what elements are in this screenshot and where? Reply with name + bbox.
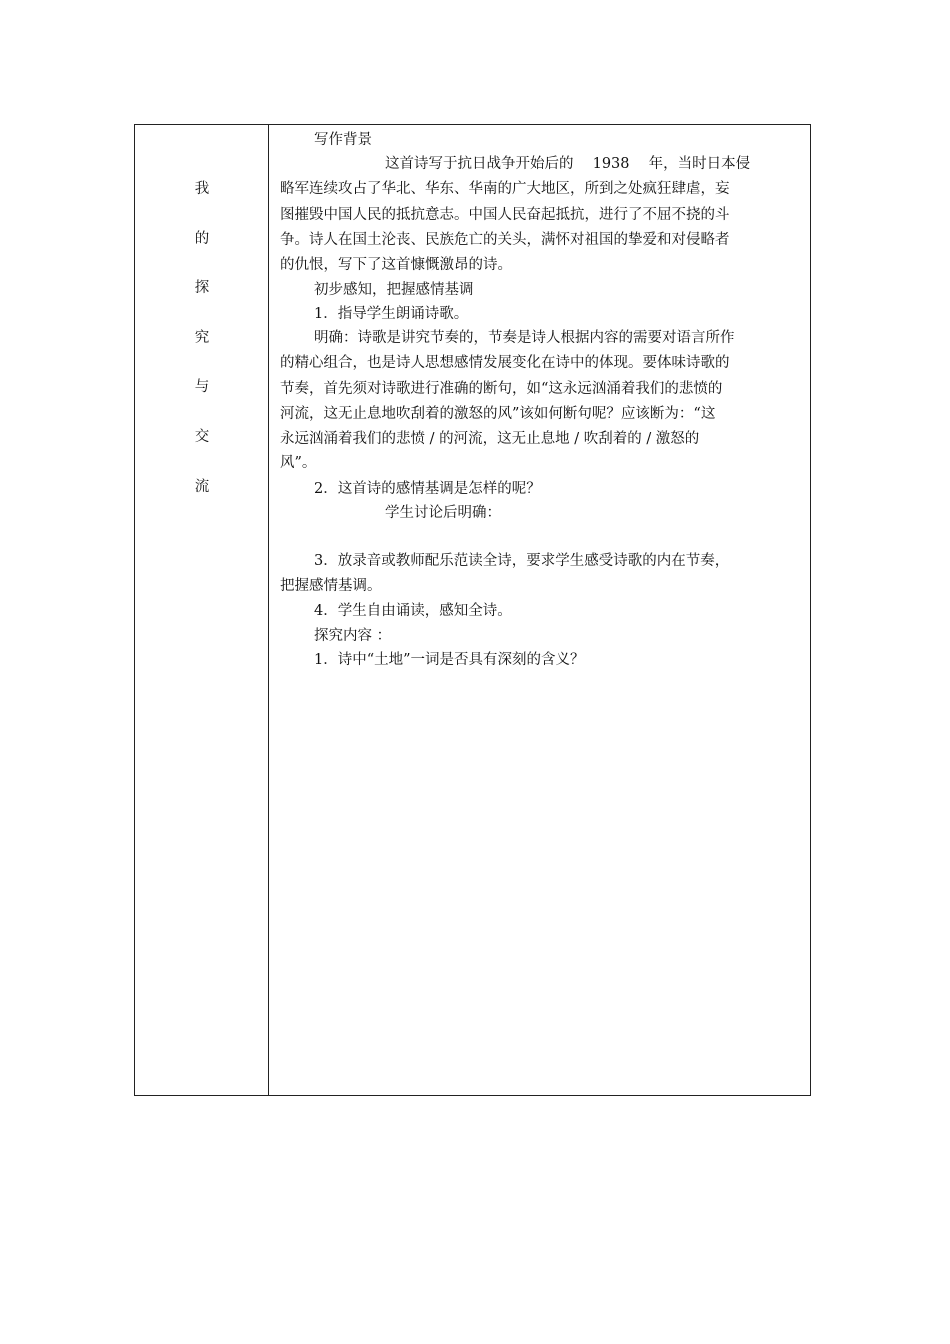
background-paragraph-line: 这首诗写于抗日战争开始后的 1938 年，当时日本侵	[385, 156, 751, 172]
step-3-line: 把握感情基调。	[280, 578, 382, 594]
step-1: 1．指导学生朗诵诗歌。	[314, 306, 469, 322]
content-column	[270, 125, 810, 1095]
background-paragraph-line: 的仇恨，写下了这首慷慨激昂的诗。	[280, 257, 512, 273]
side-label-char: 我	[194, 181, 210, 197]
background-paragraph-line: 图摧毁中国人民的抵抗意志。中国人民奋起抵抗，进行了不屈不挠的斗	[280, 207, 730, 223]
step-3-line: 3．放录音或教师配乐范读全诗，要求学生感受诗歌的内在节奏，	[314, 553, 730, 569]
background-paragraph-line: 争。诗人在国土沦丧、民族危亡的关头，满怀对祖国的挚爱和对侵略者	[280, 232, 730, 248]
clarify-paragraph-line: 的精心组合，也是诗人思想感情发展变化在诗中的体现。要体味诗歌的	[280, 355, 730, 371]
inquiry-question-1: 1．诗中“土地”一词是否具有深刻的含义？	[314, 652, 585, 668]
step-2: 2．这首诗的感情基调是怎样的呢？	[314, 481, 541, 497]
clarify-paragraph-line: 河流，这无止息地吹刮着的激怒的风”该如何断句呢？应该断为：“这	[280, 406, 716, 422]
background-heading: 写作背景	[314, 132, 372, 148]
side-label-char: 探	[194, 280, 210, 296]
perception-heading: 初步感知，把握感情基调	[314, 282, 474, 298]
clarify-paragraph-line: 风”。	[280, 455, 317, 471]
clarify-paragraph-line: 节奏，首先须对诗歌进行准确的断句，如“这永远汹涌着我们的悲愤的	[280, 381, 723, 397]
step-2-note: 学生讨论后明确：	[385, 505, 501, 521]
side-label-char: 的	[194, 231, 210, 247]
lesson-table	[134, 124, 811, 1096]
side-label-char: 究	[194, 330, 210, 346]
step-4: 4．学生自由诵读，感知全诗。	[314, 603, 512, 619]
side-label-char: 交	[194, 429, 210, 445]
side-label-char: 流	[194, 479, 210, 495]
side-label-column	[135, 125, 269, 1095]
inquiry-heading: 探究内容 ：	[314, 628, 392, 644]
clarify-paragraph-line: 明确：诗歌是讲究节奏的，节奏是诗人根据内容的需要对语言所作	[314, 330, 735, 346]
side-label-char: 与	[194, 379, 210, 395]
background-paragraph-line: 略军连续攻占了华北、华东、华南的广大地区，所到之处疯狂肆虐，妄	[280, 181, 730, 197]
clarify-paragraph-line: 永远汹涌着我们的悲愤 / 的河流，这无止息地 / 吹刮着的 / 激怒的	[280, 431, 700, 447]
